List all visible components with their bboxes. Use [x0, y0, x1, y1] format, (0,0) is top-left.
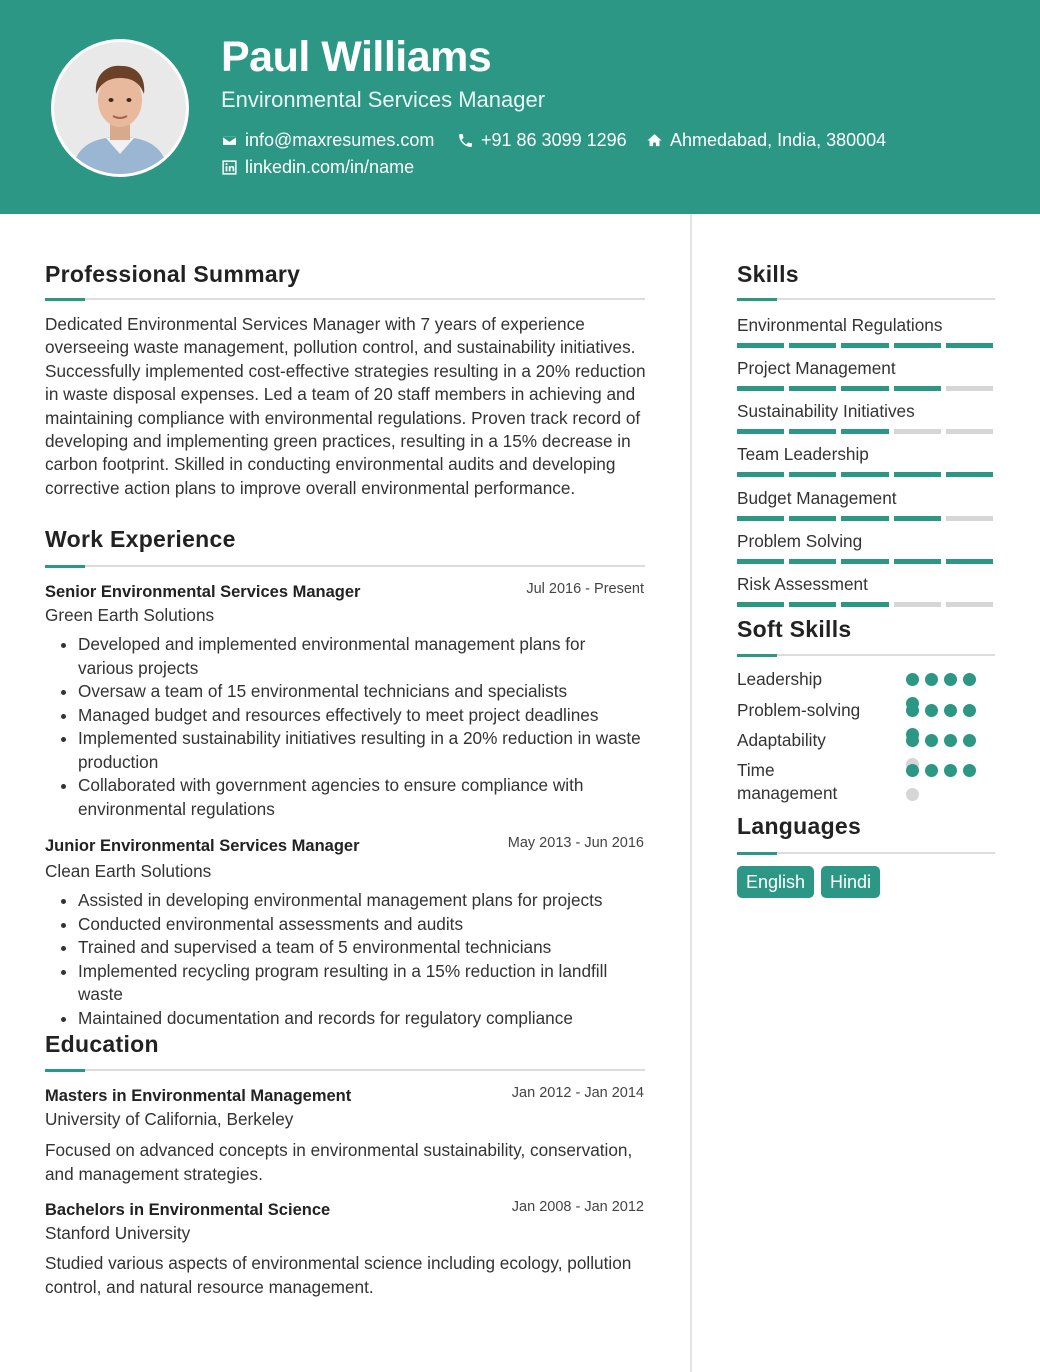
rating-dot — [906, 734, 919, 747]
skill-bar-segment — [894, 516, 941, 521]
skill-bar-segment — [789, 516, 836, 521]
skill-label: Sustainability Initiatives — [737, 401, 915, 421]
school-name: Stanford University — [45, 1223, 191, 1243]
phone-contact[interactable] — [457, 130, 627, 151]
rating-dot — [906, 788, 919, 801]
list-item: Collaborated with government agencies to ensure compliance with environmental regulations — [45, 774, 645, 821]
languages-rule — [737, 852, 995, 854]
skill-bar-segment — [789, 472, 836, 477]
skill-bar-segment — [737, 343, 784, 348]
language-badge: Hindi — [821, 866, 880, 898]
column-divider — [690, 214, 692, 1372]
rating-dot — [944, 704, 957, 717]
degree-title: Masters in Environmental Management — [45, 1087, 352, 1105]
skill-bar-segment — [841, 343, 888, 348]
job-title: Senior Environmental Services Manager — [45, 583, 361, 601]
rating-dot — [925, 704, 938, 717]
skill-bar-segment — [946, 429, 993, 434]
degree-description: Studied various aspects of environmental science including ecology, pollution control, and natural resource management. — [45, 1253, 632, 1297]
rating-dot — [906, 673, 919, 686]
experience-rule — [45, 565, 645, 567]
job-company: Clean Earth Solutions — [45, 861, 212, 881]
skill-bar-segment — [946, 516, 993, 521]
skill-label: Team Leadership — [737, 444, 869, 464]
skill-bar-segment — [737, 472, 784, 477]
skill-bar-segment — [894, 602, 941, 607]
profile-photo — [51, 39, 189, 177]
soft-skill-label: Adaptability — [737, 730, 826, 750]
summary-heading: Professional Summary — [45, 261, 301, 287]
phone-icon — [457, 132, 474, 149]
candidate-title: Environmental Services Manager — [221, 87, 546, 112]
linkedin-contact[interactable] — [221, 157, 414, 178]
job-date: May 2013 - Jun 2016 — [507, 835, 644, 851]
skills-heading: Skills — [737, 261, 799, 287]
list-item: Trained and supervised a team of 5 environmental technicians — [45, 936, 645, 960]
job-bullets — [45, 633, 645, 821]
skill-bar-segment — [946, 602, 993, 607]
degree-date: Jan 2012 - Jan 2014 — [511, 1085, 644, 1101]
soft-skill-label: Leadership — [737, 669, 823, 689]
summary-rule — [45, 298, 645, 300]
skill-label: Project Management — [737, 358, 896, 378]
skill-label: Budget Management — [737, 488, 897, 508]
skill-bar-segment — [789, 559, 836, 564]
skill-bar-segment — [841, 429, 888, 434]
soft-skill-label: Time management — [737, 760, 838, 803]
list-item: Maintained documentation and records for regulatory compliance — [45, 1007, 645, 1031]
skill-bar-segment — [841, 559, 888, 564]
skill-bar-segment — [841, 386, 888, 391]
rating-dot — [925, 764, 938, 777]
email-text: info@maxresumes.com — [245, 130, 435, 150]
skill-bar-segment — [789, 602, 836, 607]
list-item: Developed and implemented environmental management plans for various projects — [45, 633, 645, 680]
skill-bar — [737, 472, 993, 478]
envelope-icon — [221, 132, 238, 149]
rating-dot — [944, 764, 957, 777]
skill-label: Problem Solving — [737, 531, 863, 551]
skill-bar — [737, 429, 993, 435]
language-badge: English — [737, 866, 814, 898]
rating-dot — [925, 673, 938, 686]
job-bullets — [45, 889, 645, 1030]
school-name: University of California, Berkeley — [45, 1109, 294, 1129]
list-item: Managed budget and resources effectively to meet project deadlines — [45, 704, 645, 728]
rating-dot — [963, 734, 976, 747]
skill-bar — [737, 386, 993, 392]
home-icon — [646, 132, 663, 149]
soft-skill-label: Problem-solving — [737, 700, 861, 720]
linkedin-icon — [221, 159, 238, 176]
languages-heading: Languages — [737, 813, 862, 839]
skill-bar-segment — [737, 559, 784, 564]
degree-description: Focused on advanced concepts in environmental sustainability, conservation, and management strategies. — [45, 1140, 633, 1184]
candidate-name: Paul Williams — [221, 33, 492, 81]
rating-dot — [944, 734, 957, 747]
location-text: Ahmedabad, India, 380004 — [670, 130, 887, 150]
skill-label: Environmental Regulations — [737, 315, 943, 335]
rating-dot — [944, 673, 957, 686]
skill-bar-segment — [789, 343, 836, 348]
skill-bar-segment — [737, 429, 784, 434]
job-company: Green Earth Solutions — [45, 605, 215, 625]
soft-skills-rule — [737, 654, 995, 656]
skill-bar-segment — [894, 472, 941, 477]
skills-rule — [737, 298, 995, 300]
skill-bar-segment — [894, 386, 941, 391]
phone-text: +91 86 3099 1296 — [481, 130, 627, 150]
resume-header — [0, 0, 1040, 214]
rating-dot — [925, 734, 938, 747]
rating-dot — [906, 764, 919, 777]
location-contact — [646, 130, 886, 151]
skill-bar-segment — [737, 516, 784, 521]
job-date: Jul 2016 - Present — [526, 581, 644, 597]
skill-bar — [737, 602, 993, 608]
skill-bar — [737, 343, 993, 349]
soft-skills-heading: Soft Skills — [737, 616, 852, 642]
experience-heading: Work Experience — [45, 526, 236, 552]
list-item: Implemented recycling program resulting in a 15% reduction in landfill waste — [45, 960, 645, 1007]
list-item: Assisted in developing environmental management plans for projects — [45, 889, 645, 913]
skill-bar-segment — [841, 516, 888, 521]
list-item: Implemented sustainability initiatives resulting in a 20% reduction in waste production — [45, 727, 645, 774]
skill-bar-segment — [894, 429, 941, 434]
skill-bar-segment — [789, 386, 836, 391]
skill-bar-segment — [737, 602, 784, 607]
rating-dot — [906, 704, 919, 717]
job-title: Junior Environmental Services Manager — [45, 837, 360, 855]
skill-label: Risk Assessment — [737, 574, 868, 594]
skill-bar-segment — [946, 559, 993, 564]
skill-bar — [737, 516, 993, 522]
rating-dot — [963, 673, 976, 686]
rating-dot — [963, 704, 976, 717]
skill-bar-segment — [894, 343, 941, 348]
education-rule — [45, 1069, 645, 1071]
skill-bar — [737, 559, 993, 565]
skill-bar-segment — [946, 386, 993, 391]
list-item: Oversaw a team of 15 environmental technicians and specialists — [45, 680, 645, 704]
email-contact[interactable] — [221, 130, 434, 151]
education-heading: Education — [45, 1031, 159, 1057]
skill-bar-segment — [841, 472, 888, 477]
linkedin-text: linkedin.com/in/name — [245, 157, 415, 177]
degree-date: Jan 2008 - Jan 2012 — [511, 1199, 644, 1215]
rating-dot — [963, 764, 976, 777]
list-item: Conducted environmental assessments and audits — [45, 913, 645, 937]
skill-bar-segment — [737, 386, 784, 391]
summary-text: Dedicated Environmental Services Manager with 7 years of experience overseeing waste management, pollution control, and sustainability initiatives. Successfully implemented cost-effective strategies resulting in a 20% reduction in waste disposal expenses. Led a team of 20 staff members in achieving and maintaining compliance with environmental regulations. Proven track record of developing and implementing green practices, resulting in a 15% decrease in carbon footprint. Skilled in conducting environmental audits and developing corrective action plans to improve overall environmental performance. — [45, 314, 646, 498]
avatar — [54, 42, 186, 174]
degree-title: Bachelors in Environmental Science — [45, 1201, 331, 1219]
skill-bar-segment — [841, 602, 888, 607]
skill-bar-segment — [946, 343, 993, 348]
skill-bar-segment — [789, 429, 836, 434]
skill-bar-segment — [946, 472, 993, 477]
skill-bar-segment — [894, 559, 941, 564]
